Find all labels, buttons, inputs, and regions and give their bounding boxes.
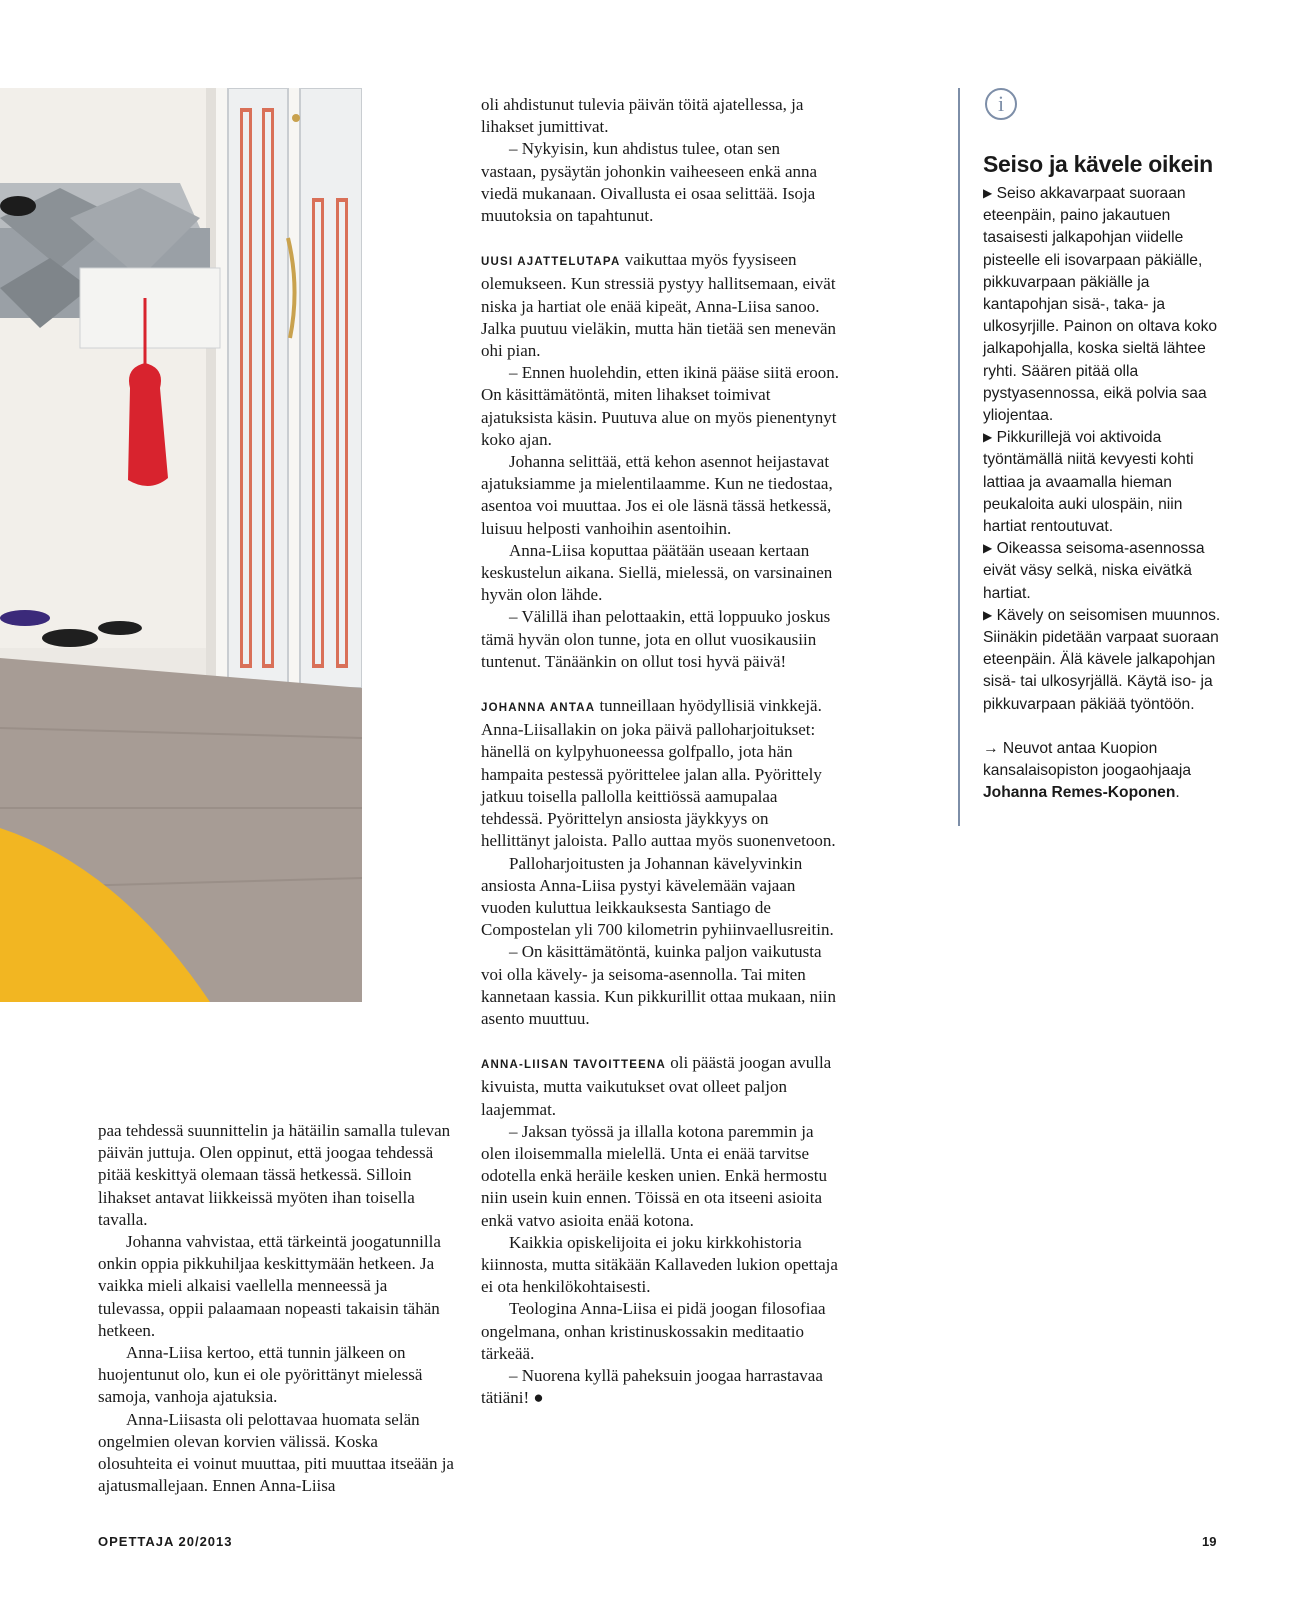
paragraph: – Välillä ihan pelottaakin, että loppuuko joskus tämä hyvän olon tunne, jota en ollut vuosikausiin tuntenut. Tänäänkin on ollut tosi hyvä päivä! <box>481 607 831 671</box>
paragraph-text: oli päästä joogan avulla kivuista, mutta vaikutukset ovat olleet paljon laajemmat. <box>481 1053 832 1119</box>
tip-text: Seiso akkavarpaat suoraan eteenpäin, paino jakautuen tasaisesti jalkapohjan viidelle pisteelle eli isovarpaan päkiälle, pikkuvarpaan päkiälle ja kantapohjan sisä-, taka- ja ulkosyrjille. Painon on oltava koko jalkapohjalla, koska sieltä lähtee ryhti. Säären pitää olla pystyasennossa, eikä polvia saa yliojentaa. <box>983 185 1218 425</box>
infobox-credit <box>983 738 1225 805</box>
paragraph: – Nykyisin, kun ahdistus tulee, otan sen vastaan, pysäytän johonkin vaiheeseen enkä anna viedä mukanaan. Oivallusta ei osaa selittää. Isoja muutoksia on tapahtunut. <box>481 139 818 226</box>
infobox-body <box>983 183 1225 804</box>
section-paragraph <box>481 695 839 852</box>
paragraph-text: tunneillaan hyödyllisiä vinkkejä. Anna-Liisallakin on joka päivä palloharjoitukset: hänellä on kylpyhuoneessa golfpallo, jota hän hampaita pestessä pyörittelee jalan alla. Pyörittely jatkuu toisella pallolla keittiössä aamupalaa tehdessä. Pyörittelyn ansiosta jäykkyys on hellittänyt jaloista. Pallo auttaa myös suonenvetoon. <box>481 696 836 851</box>
paragraph: paa tehdessä suunnittelin ja hätäilin samalla tulevan päivän juttuja. Olen oppinut, että joogaa tehdessä pitää keskittyä olemaan tässä hetkessä. Silloin lihakset antavat liikkeissä myöten ihan toisella tavalla. <box>98 1121 451 1229</box>
triangle-bullet-icon: ▶ <box>983 607 993 622</box>
tip-text: Oikeassa seisoma-asennossa eivät väsy selkä, niska eivätkä hartiat. <box>983 540 1205 602</box>
credit-name: Johanna Remes-Koponen <box>983 784 1176 802</box>
paragraph: Kaikkia opiskelijoita ei joku kirkkohistoria kiinnosta, mutta sitäkään Kallaveden lukion opettaja ei ota henkilökohtaisesti. <box>481 1232 838 1297</box>
paragraph: – Nuorena kyllä paheksuin joogaa harrastavaa tätiäni! ● <box>481 1365 823 1408</box>
paragraph: Anna-Liisa kertoo, että tunnin jälkeen on huojentunut olo, kun ei ole pyörittänyt mielessä samoja, vanhoja ajatuksia. <box>98 1343 423 1407</box>
section-paragraph <box>481 249 839 362</box>
paragraph: Palloharjoitusten ja Johannan kävelyvinkin ansiosta Anna-Liisa pystyi kävelemään vajaan vuoden kuluttua leikkauksesta Santiago de Compostelan yli 700 kilometrin pyhiinvaellusreitin. <box>481 853 834 940</box>
left-text-column <box>98 1120 456 1497</box>
article-photo <box>0 88 362 1002</box>
triangle-bullet-icon: ▶ <box>983 541 993 556</box>
tip-item <box>983 538 1225 605</box>
triangle-bullet-icon: ▶ <box>983 430 993 445</box>
section-lead-in: ANNA-LIISAN TAVOITTEENA <box>481 1059 666 1072</box>
page-number: 19 <box>1202 1534 1217 1549</box>
credit-text: Neuvot antaa Kuopion kansalaisopiston joogaohjaaja <box>983 739 1192 780</box>
arrow-right-icon: → <box>983 739 999 757</box>
tip-item <box>983 605 1225 716</box>
publication-footer: OPETTAJA 20/2013 <box>98 1534 233 1549</box>
paragraph: – Ennen huolehdin, etten ikinä pääse siitä eroon. On käsittämätöntä, miten lihakset toimivat ajatuksista käsin. Puutuva alue on myös pienentynyt koko ajan. <box>481 363 839 449</box>
tip-text: Kävely on seisomisen muunnos. Siinäkin pidetään varpaat suoraan eteenpäin. Älä kävele jalkapohjan sisä- tai ulkosyrjällä. Käytä iso- ja pikkuvarpaan päkiää työntöön. <box>983 606 1221 713</box>
tip-item <box>983 183 1225 427</box>
paragraph: Johanna vahvistaa, että tärkeintä joogatunnilla onkin oppia pikkuhiljaa keskittymään hetkeen. Ja vaikka mieli alkaisi vaellella menneessä ja tulevassa, oppii palaamaan nopeasti takaisin tähän hetkeen. <box>98 1232 441 1340</box>
credit-end: . <box>1175 784 1180 802</box>
paragraph: – On käsittämätöntä, kuinka paljon vaikutusta voi olla kävely- ja seisoma-asennolla. Tai miten kannetaan kassia. Kun pikkurillit ottaa mukaan, niin asento muuttuu. <box>481 942 837 1028</box>
paragraph-text: vaikuttaa myös fyysiseen olemukseen. Kun stressiä pystyy hallitsemaan, eivät niska ja hartiat ole enää kipeät, Anna-Liisa sanoo. Jalka puutuu vieläkin, mutta hän tietää sen menevän ohi pian. <box>481 250 836 361</box>
paragraph: Teologina Anna-Liisa ei pidä joogan filosofiaa ongelmana, onhan kristinuskossakin meditaatio tärkeää. <box>481 1299 826 1363</box>
hallway-photo-illustration <box>0 88 362 1002</box>
section-lead-in: JOHANNA ANTAA <box>481 702 596 715</box>
infobox-divider <box>958 88 960 826</box>
middle-text-column <box>481 94 839 1409</box>
paragraph: Anna-Liisa koputtaa päätään useaan kertaan keskustelun aikana. Siellä, mielessä, on varsinainen hyvän olon lähde. <box>481 540 833 605</box>
paragraph: Anna-Liisasta oli pelottavaa huomata selän ongelmien olevan korvien välissä. Koska olosuhteita ei voinut muuttaa, piti muuttaa itseään ja ajatusmallejaan. Ennen Anna-Liisa <box>98 1409 454 1496</box>
section-lead-in: UUSI AJATTELUTAPA <box>481 256 621 269</box>
paragraph: oli ahdistunut tulevia päivän töitä ajatellessa, ja lihakset jumittivat. <box>481 95 804 137</box>
paragraph: Johanna selittää, että kehon asennot heijastavat ajatuksiamme ja mielentilaamme. Kun ne tiedostaa, asentoa voi muuttaa. Jos ei ole läsnä tässä hetkessä, luisuu helposti vanhoihin asentoihin. <box>481 452 833 538</box>
triangle-bullet-icon: ▶ <box>983 186 993 200</box>
tip-text: Pikkurillejä voi aktivoida työntämällä niitä kevyesti kohti lattiaa ja avaamalla hieman peukaloita auki ulospäin, niin hartiat rentoutuvat. <box>983 429 1194 536</box>
info-icon: i <box>985 88 1017 120</box>
paragraph: – Jaksan työssä ja illalla kotona paremmin ja olen iloisemmalla mielellä. Unta ei enää tarvitse odotella enkä heräile kesken unien. Enkä hermostu niin usein kuin ennen. Töissä en ota itseeni asioita enkä vatvo asioita enää kotona. <box>481 1121 828 1230</box>
infobox-title: Seiso ja kävele oikein <box>983 151 1213 177</box>
section-paragraph <box>481 1052 839 1121</box>
tip-item <box>983 427 1225 538</box>
